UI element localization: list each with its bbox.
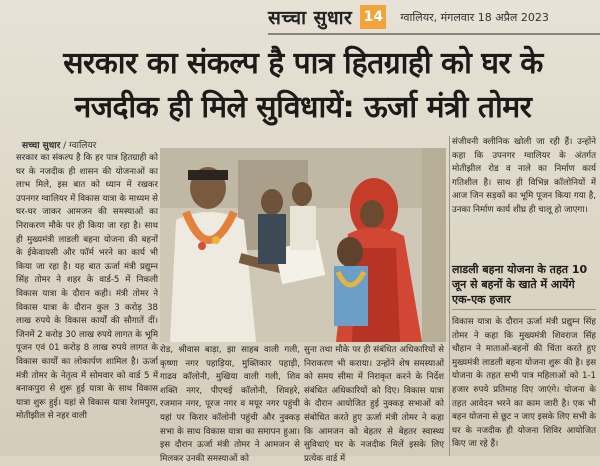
article-column-3: सुना तथा मौके पर ही संबंधित अधिकारियों से निराकरण भी कराया। उन्होंने शेष समस्याओं को समय सीमा में निराकृत करने के निर्देश संबंधित अधिकारियों को दिए। विकास यात्रा के दौरान आयोजित हुई नुक्कड़ सभाओं को संबोधित करते हुए ऊर्जा मंत्री तोमर ने कहा कि आमजन को बेहतर से बेहतर स्वास्थ्य सुविधाएं घर के नजदीक मिलें इसके लिए प्रत्येक वार्ड में <box>304 345 444 464</box>
headline-line-2: नजदीक ही मिले सुविधायें: ऊर्जा मंत्री तोमर <box>74 90 532 125</box>
page-number-badge: 14 <box>360 5 386 29</box>
byline-separator: / <box>63 141 70 151</box>
article-column-4-bottom: विकास यात्रा के दौरान ऊर्जा मंत्री प्रद्युम्न सिंह तोमर ने कहा कि मुख्यमंत्री शिवराज सिंह चौहान ने माताओं-बहनों की चिंता करते हुए मुख्यमंत्री लाडली बहना योजना शुरू की है। इस योजना के तहत सभी पात्र महिलाओं को 1-1 हजार रुपये प्रतिमाह दिए जाएंगे। योजना के तहत आवेदन भरने का काम जारी है। एक भी बहन योजना से छूट न जाए इसके लिए सभी के घर के नजदीक ही योजना शिविर आयोजित किए जा रहे हैं। <box>452 317 596 450</box>
headline <box>8 42 598 130</box>
newspaper-name: सच्चा सुधार <box>268 7 353 29</box>
masthead-rule <box>268 33 600 35</box>
column-divider <box>449 136 450 456</box>
article-column-4-top: संजीवनी क्लीनिक खोली जा रही हैं। उन्होंने कहा कि उपनगर ग्वालियर के अंतर्गत मोतीझील रोड व नाले का निर्माण कार्य गतिशील है। साथ ही विभिन्न कॉलोनियों में आज जिन सड़कों का भूमि पूजन किया गया है, उनका निर्माण कार्य शीघ्र ही चालू हो जाएगा। <box>452 137 596 215</box>
headline-line-1: सरकार का संकल्प है पात्र हितग्राही को घर के <box>63 46 543 81</box>
article-column-2: रोड, श्रीवास बाड़ा, झा साहब वाली गली, कृष्णा नगर पहाड़िया, मुक्तिकार पहाड़ी, गाढव कॉलोनी, मुखिया वाली गली, शिव शक्ति नगर, पीएचई कॉलोनी, शिवहरे, रजमान नगर, पूरज नगर व मयूर नगर पहुंची यहां पर किरार कॉलोनी पहुंची और नुक्कड़ सभा के साथ विकास यात्रा का समापन हुआ। इस दौरान ऊर्जा मंत्री तोमर ने आमजन से मिलकर उनकी समस्याओं को <box>160 345 300 464</box>
byline <box>22 138 162 151</box>
subheading-rule <box>452 309 596 310</box>
byline-agency: सच्चा सुधार <box>22 141 61 151</box>
article-column-1: सरकार का संकल्प है कि हर पात्र हितग्राही को घर के नजदीक ही शासन की योजनाओं का लाभ मिले, इस बात को ध्यान में रखकर उपनगर ग्वालियर में विकास यात्रा के माध्यम से घर-घर जाकर आमजन की समस्याओं का निराकरण मौके पर ही किया जा रहा है। साथ ही मुख्यमंत्री लाडली बहना योजना की बहनों के ईकेवायसी और फॉर्म भरने का कार्य भी किया जा रहा है। यह बात ऊर्जा मंत्री प्रद्युम्न सिंह तोमर ने शहर के वार्ड-5 में निकली विकास यात्रा के दौरान कही। मंत्री तोमर ने विकास यात्रा के दौरान कुल 3 करोड़ 38 लाख रुपये के विकास कार्यों की सौगातें दीं। जिनमें 2 करोड़ 30 लाख रुपये लागत के भूमि पूजन एवं 01 करोड़ 8 लाख रुपये लागत के विकास कार्यों का लोकार्पण शामिल है। ऊर्जा मंत्री तोमर के नेतृत्व में सोमवार को वार्ड 5 में बनाकपुरा से शुरू हुई यात्रा के साथ विकास यात्रा शुरू हुई। यहां से विकास यात्रा रेशमपुरा, मोतीझील से नहर वाली <box>16 153 158 422</box>
photo-illustration <box>160 148 446 342</box>
subheading: लाडली बहना योजना के तहत 10 जून से बहनों के खाते में आयेंगे एक-एक हजार <box>452 263 588 306</box>
date-line: ग्वालियर, मंगलवार 18 अप्रैल 2023 <box>400 10 549 24</box>
masthead <box>268 2 600 32</box>
byline-city: ग्वालियर <box>69 141 97 151</box>
news-photo <box>160 148 446 342</box>
